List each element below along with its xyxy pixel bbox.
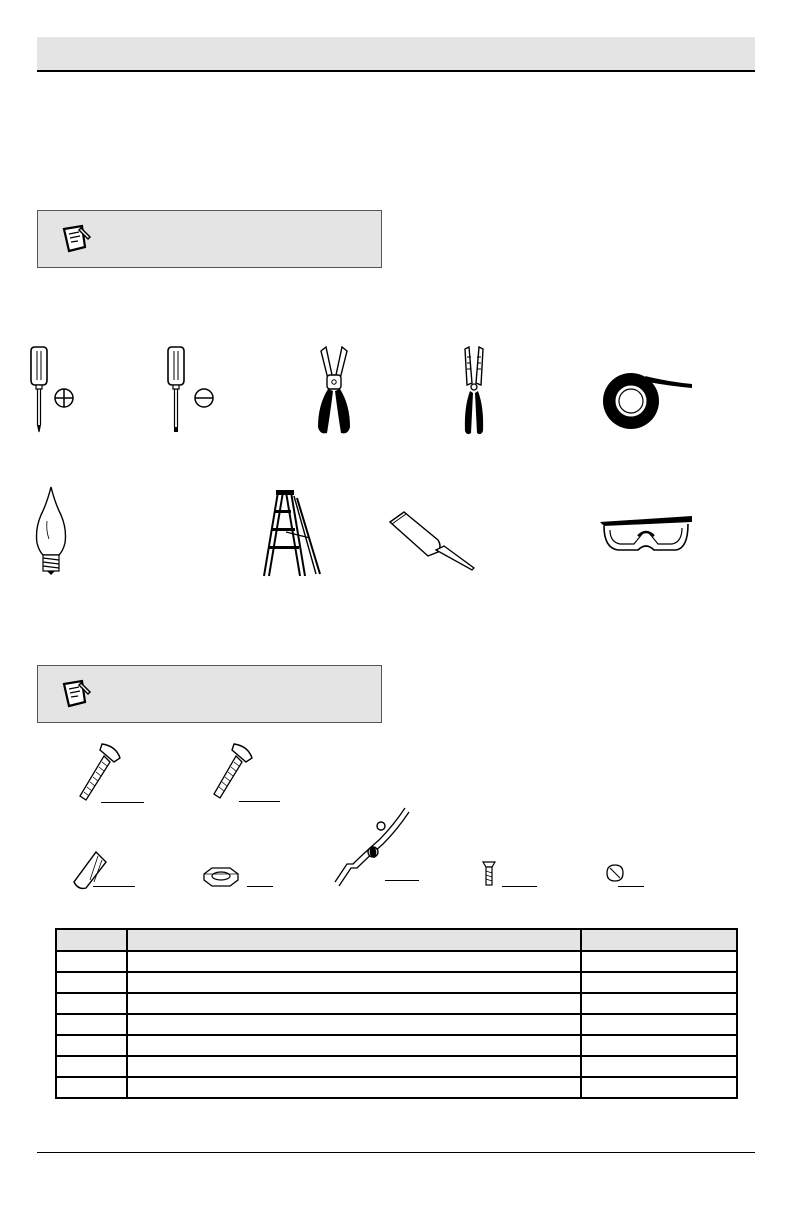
- table-cell: [581, 1077, 737, 1098]
- washer-icon: [604, 862, 626, 884]
- light-bulb-icon: [33, 485, 69, 577]
- phillips-screwdriver-icon: [25, 345, 81, 435]
- table-cell: [127, 972, 581, 993]
- small-screw-icon: [481, 860, 497, 888]
- table-cell: [127, 951, 581, 972]
- step-ladder-icon: [262, 488, 324, 578]
- table-cell: [127, 1077, 581, 1098]
- hex-nut-icon: [200, 866, 240, 890]
- wire-stripper-icon: [452, 345, 496, 437]
- table-row: [56, 972, 737, 993]
- safety-glasses-icon: [598, 512, 694, 554]
- table-cell: [581, 1056, 737, 1077]
- table-row: [56, 1035, 737, 1056]
- table-cell: [581, 993, 737, 1014]
- table-cell: [56, 993, 127, 1014]
- note-icon: [60, 223, 94, 255]
- table-cell: [127, 993, 581, 1014]
- electrical-tape-icon: [600, 370, 695, 432]
- silicone-tube-icon: [388, 510, 480, 572]
- table-cell: [56, 1077, 127, 1098]
- tools-note-box: [37, 210, 382, 268]
- short-bolt-label: [239, 801, 280, 802]
- table-row: [56, 993, 737, 1014]
- table-cell: [581, 951, 737, 972]
- long-bolt-icon: [78, 742, 124, 804]
- table-header-part: [56, 929, 127, 951]
- table-cell: [581, 1014, 737, 1035]
- ground-wire-label: [385, 880, 419, 881]
- table-cell: [56, 1035, 127, 1056]
- table-cell: [581, 972, 737, 993]
- hex-nut-label: [247, 886, 273, 887]
- table-header-description: [127, 929, 581, 951]
- table-cell: [56, 1014, 127, 1035]
- footer-rule: [37, 1152, 755, 1153]
- short-bolt-icon: [210, 742, 256, 804]
- table-row: [56, 951, 737, 972]
- ground-wire-icon: [333, 806, 417, 888]
- table-row: [56, 1056, 737, 1077]
- table-cell: [56, 951, 127, 972]
- table-row: [56, 1077, 737, 1098]
- table-row: [56, 1014, 737, 1035]
- wire-nut-label: [93, 886, 135, 887]
- flathead-screwdriver-icon: [162, 345, 218, 435]
- section-header-bar: [37, 37, 755, 72]
- table-cell: [127, 1056, 581, 1077]
- parts-table: [55, 928, 738, 1099]
- table-header-quantity: [581, 929, 737, 951]
- table-cell: [127, 1014, 581, 1035]
- table-header-row: [56, 929, 737, 951]
- table-cell: [56, 972, 127, 993]
- table-cell: [581, 1035, 737, 1056]
- long-bolt-label: [101, 802, 144, 803]
- note-icon: [60, 678, 94, 710]
- table-cell: [56, 1056, 127, 1077]
- table-cell: [127, 1035, 581, 1056]
- hardware-note-box: [37, 665, 382, 723]
- wire-cutter-icon: [312, 345, 356, 437]
- small-screw-label: [502, 886, 537, 887]
- washer-label: [618, 886, 644, 887]
